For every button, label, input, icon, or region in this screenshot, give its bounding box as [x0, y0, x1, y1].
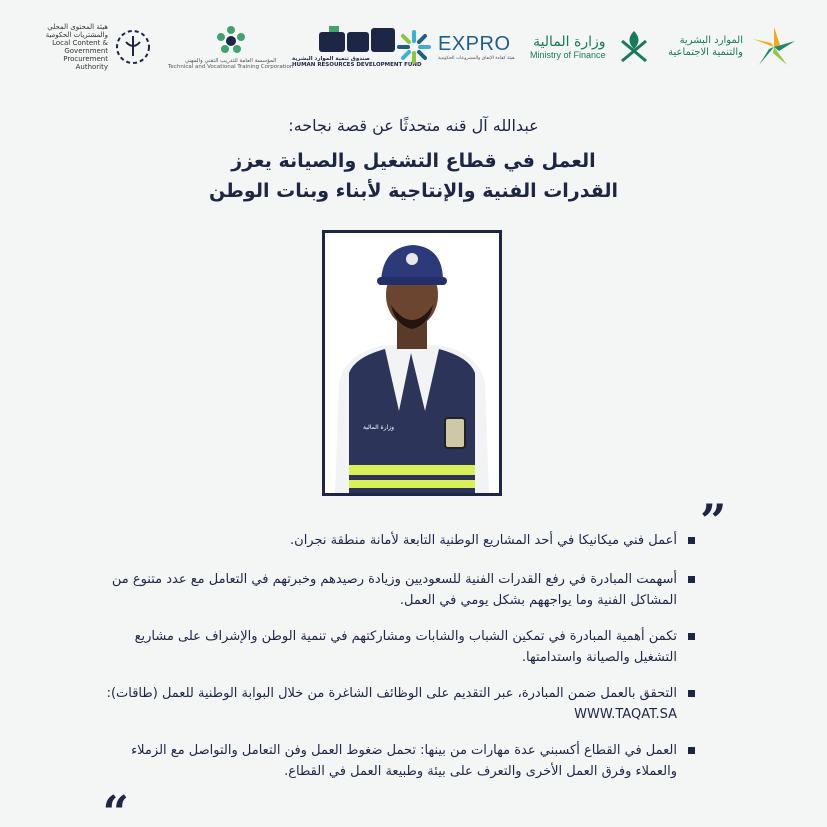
bullet-square-icon — [688, 690, 695, 697]
list-item: العمل في القطاع أكسبني عدة مهارات من بينها: تحمل ضغوط العمل وفن التعامل والتواصل مع الزملاء والعملاء وفرق العمل الأخرى والتعرف على بيئة وطبيعة العمل في القطاع. — [95, 740, 695, 782]
portrait-photo — [322, 230, 502, 496]
hrsd-logo-ar: الموارد البشرية والتنمية الاجتماعية — [668, 35, 743, 58]
list-item: التحقق بالعمل ضمن المبادرة، عبر التقديم على الوظائف الشاغرة من خلال البوابة الوطنية للعمل (طاقات): WWW.TAQAT.SA — [95, 683, 695, 725]
mof-logo-en: Ministry of Finance — [530, 50, 606, 60]
mof-logo-ar: وزارة المالية — [533, 34, 606, 50]
expro-logo-name: EXPRO — [438, 32, 511, 55]
headline — [0, 146, 827, 206]
saudi-emblem-icon — [614, 27, 654, 67]
lca-logo-ar: هيئة المحتوى المحلي والمشتريات الحكومية — [45, 22, 108, 39]
lca-logo — [30, 12, 152, 82]
lca-emblem-icon — [114, 28, 152, 66]
testimonial-list — [95, 530, 695, 797]
vest-badge-text: وزارة المالية — [363, 424, 395, 431]
tvtc-logo-ar: المؤسسة العامة للتدريب التقني والمهني — [184, 57, 277, 64]
bullet-square-icon — [688, 537, 695, 544]
hrsd-star-icon — [749, 25, 799, 69]
hrdf-logo-en: HUMAN RESOURCES DEVELOPMENT FUND — [292, 62, 422, 68]
hrsd-logo — [665, 12, 799, 82]
tvtc-logo-en: Technical and Vocational Training Corporation — [168, 64, 294, 70]
bullet-square-icon — [688, 747, 695, 754]
tvtc-emblem-icon — [214, 24, 248, 58]
list-item: تكمن أهمية المبادرة في تمكين الشباب والشابات ومشاركتهم في تنمية الوطن والإشراف على مشاريع التشغيل والصيانة واستدامتها. — [95, 626, 695, 668]
bullet-square-icon — [688, 633, 695, 640]
open-quote-icon: ” — [700, 494, 727, 548]
tvtc-logo — [168, 12, 293, 82]
worker-portrait — [325, 233, 499, 493]
lca-logo-en: Local Content & Government Procurement Authority — [52, 38, 108, 72]
partner-logos — [0, 12, 827, 82]
hrdf-logo-ar: صندوق تنمية الموارد البشرية — [292, 55, 370, 62]
expro-logo — [396, 12, 515, 82]
close-quote-icon: ” — [102, 763, 129, 817]
mof-logo — [530, 12, 654, 82]
expro-logo-sub: هيئة كفاءة الإنفاق والمشروعات الحكومية — [438, 55, 515, 61]
headline-text: العمل في قطاع التشغيل والصيانة يعزز القدرات الفنية والإنتاجية لأبناء وبنات الوطن — [208, 150, 619, 202]
expro-emblem-icon — [396, 29, 432, 65]
list-item: أعمل فني ميكانيكا في أحد المشاريع الوطنية التابعة لأمانة منطقة نجران. — [95, 530, 695, 551]
list-item: أسهمت المبادرة في رفع القدرات الفنية للسعوديين وزيادة رصيدهم وخبرتهم في التعامل مع عدد متنوع من المشاكل الفنية وما يواجههم بشكل يومي في العمل. — [95, 569, 695, 611]
story-subtitle: عبدالله آل قنه متحدثًا عن قصة نجاحه: — [288, 116, 539, 135]
hrdf-mark-icon — [315, 26, 399, 56]
bullet-square-icon — [688, 576, 695, 583]
